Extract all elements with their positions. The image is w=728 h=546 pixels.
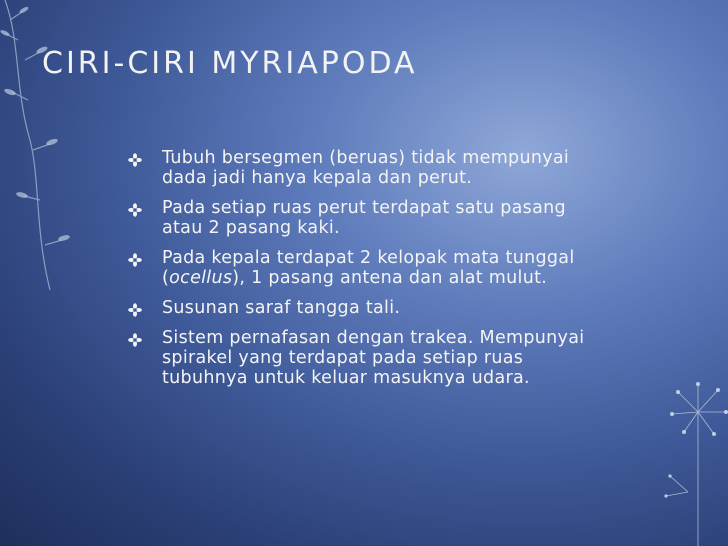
bullet-text: Pada setiap ruas perut terdapat satu pasang atau 2 pasang kaki. (162, 198, 566, 238)
list-item (128, 248, 588, 288)
dandelion-decoration-right (648, 372, 728, 546)
list-item (128, 298, 588, 318)
flower-bullet-icon (128, 253, 142, 267)
flower-bullet-icon (128, 333, 142, 347)
bullet-list (128, 148, 588, 398)
floral-decoration-left (0, 0, 80, 300)
slide-title: CIRI-CIRI MYRIAPODA (42, 46, 418, 81)
list-item (128, 148, 588, 188)
bullet-text-part: Pada kepala terdapat 2 kelopak mata tunggal ( (162, 248, 575, 288)
list-item (128, 328, 588, 388)
italic-term: ocellus (169, 268, 233, 288)
bullet-text: Susunan saraf tangga tali. (162, 298, 401, 318)
flower-bullet-icon (128, 203, 142, 217)
bullet-text-part: ), 1 pasang antena dan alat mulut. (232, 268, 548, 288)
bullet-text: Tubuh bersegmen (beruas) tidak mempunyai dada jadi hanya kepala dan perut. (162, 148, 570, 188)
bullet-text: Sistem pernafasan dengan trakea. Mempunyai spirakel yang terdapat pada setiap ruas tubuhnya untuk keluar masuknya udara. (162, 328, 585, 388)
list-item (128, 198, 588, 238)
bullet-text (162, 248, 588, 288)
flower-bullet-icon (128, 303, 142, 317)
flower-bullet-icon (128, 153, 142, 167)
